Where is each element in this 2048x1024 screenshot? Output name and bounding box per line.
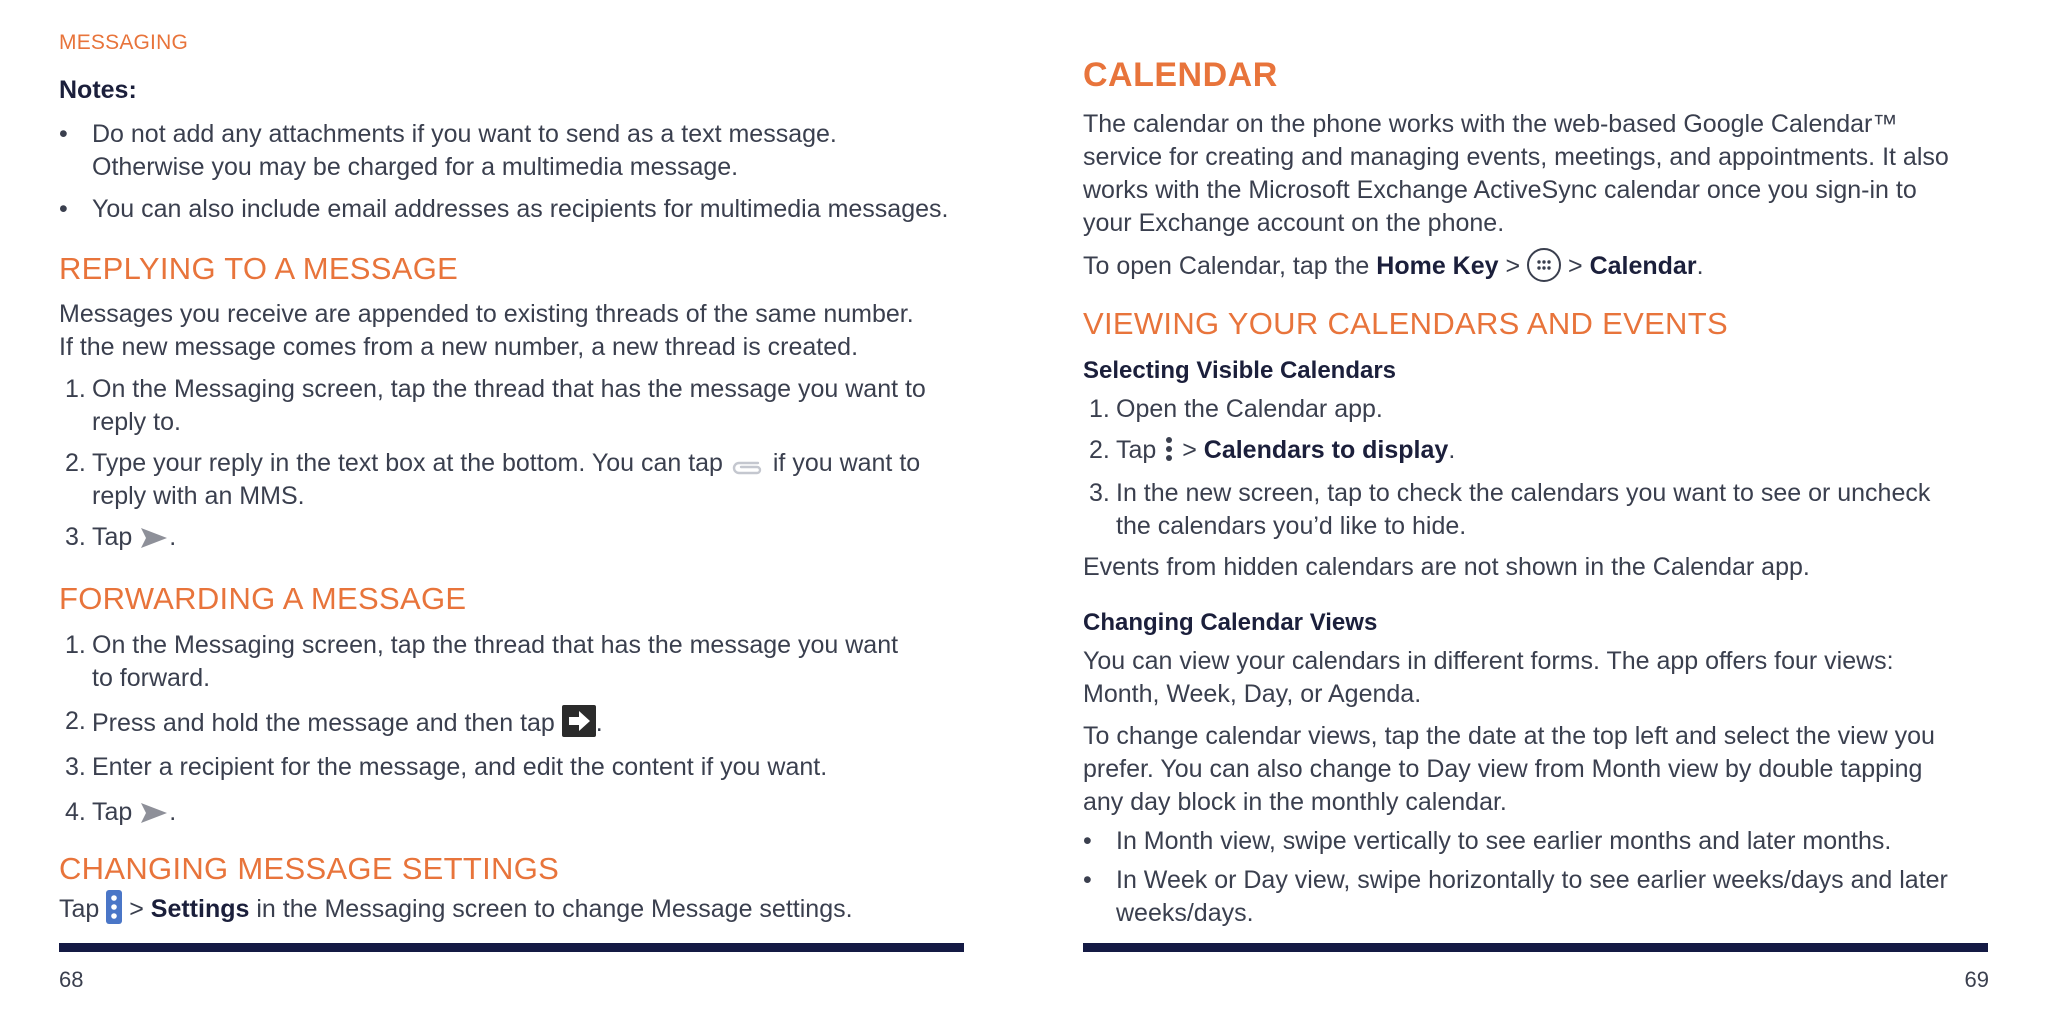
note-line: Do not add any attachments if you want to send as a text message. [92,120,837,148]
apps-icon [1527,248,1561,282]
step-number: 4. [65,798,86,826]
right-page [1083,0,1989,1024]
step-number: 3. [1089,479,1110,507]
intro-line: Messages you receive are appended to existing threads of the same number. [59,300,914,328]
step-number: 1. [1089,395,1110,423]
step-line: to forward. [92,664,211,692]
paragraph-line: Month, Week, Day, or Agenda. [1083,680,1422,708]
section-heading-viewing: VIEWING YOUR CALENDARS AND EVENTS [1083,306,1728,341]
step-line: On the Messaging screen, tap the thread that has the message you want to [92,375,926,403]
bullet: • [1083,866,1092,894]
send-icon [139,801,169,825]
step-number: 2. [65,449,86,477]
paragraph-line: You can view your calendars in different forms. The app offers four views: [1083,647,1894,675]
intro-line: If the new message comes from a new number, a new thread is created. [59,333,859,361]
change-views-paragraph [1083,720,1988,819]
step-text: . [169,523,177,551]
subheading-changing: Changing Calendar Views [1083,609,1378,636]
instruction-text: > [1568,252,1583,280]
step-text: Press and hold the message and then tap [92,709,555,737]
paragraph-line: any day block in the monthly calendar. [1083,788,1507,816]
step-line: In the new screen, tap to check the calendars you want to see or uncheck [1116,479,1931,507]
instruction-text: To open Calendar, tap the [1083,252,1370,280]
page-rule [59,943,964,952]
paragraph-line: To change calendar views, tap the date at the top left and select the view you [1083,722,1935,750]
bullet: • [59,195,68,223]
replying-intro [59,298,964,364]
bullet-line: weeks/days. [1116,899,1254,927]
left-page [59,0,964,1024]
running-head: MESSAGING [59,31,188,54]
intro-line: your Exchange account on the phone. [1083,209,1505,237]
note-line: You can also include email addresses as recipients for multimedia messages. [92,195,949,223]
bullet: • [59,120,68,148]
paragraph-line: prefer. You can also change to Day view from Month view by double tapping [1083,755,1923,783]
note-line: Otherwise you may be charged for a multimedia message. [92,153,739,181]
step-text: > [1182,436,1197,464]
instruction-text: > [129,895,144,923]
step-line: reply to. [92,408,181,436]
step-text: Type your reply in the text box at the bottom. You can tap [92,449,723,477]
step-line: On the Messaging screen, tap the thread that has the message you want [92,631,899,659]
step-number: 2. [65,707,86,735]
settings-instruction [59,890,964,926]
bullet-text: In Month view, swipe vertically to see earlier months and later months. [1116,827,1892,855]
open-calendar-instruction [1083,248,1988,283]
calendars-to-display-term: Calendars to display [1203,436,1449,464]
step-line: the calendars you’d like to hide. [1116,512,1467,540]
hidden-calendars-note: Events from hidden calendars are not shown in the Calendar app. [1083,553,1810,581]
instruction-text: . [1696,252,1704,280]
instruction-text: > [1505,252,1521,280]
instruction-text: Tap [59,895,100,923]
step-number: 3. [65,523,86,551]
step-number: 3. [65,753,86,781]
subheading-selecting: Selecting Visible Calendars [1083,357,1397,384]
step-number: 1. [65,631,86,659]
bullet-line: In Week or Day view, swipe horizontally to see earlier weeks/days and later [1116,866,1948,894]
step-number: 2. [1089,436,1110,464]
section-heading-settings: CHANGING MESSAGE SETTINGS [59,851,560,886]
section-heading-forwarding: FORWARDING A MESSAGE [59,581,467,616]
step-text: Tap [1116,436,1157,464]
step-number: 1. [65,375,86,403]
calendar-intro [1083,108,1988,240]
page-number: 69 [1964,967,1989,992]
send-icon [139,526,169,550]
page-title: CALENDAR [1083,56,1278,94]
calendar-term: Calendar [1589,252,1697,280]
bullet: • [1083,827,1092,855]
notes-title: Notes: [59,76,137,104]
paperclip-icon [730,454,766,474]
step-text: Enter a recipient for the message, and edit the content if you want. [92,753,828,781]
step-text: . [1448,436,1456,464]
step-text: if you want to [772,449,921,477]
forward-icon [562,705,596,737]
page-number: 68 [59,967,84,992]
views-paragraph [1083,645,1988,711]
intro-line: The calendar on the phone works with the web-based Google Calendar™ [1083,110,1898,138]
step-text: Open the Calendar app. [1116,395,1383,423]
step-text: Tap [92,523,133,551]
step-text: . [595,709,603,737]
step-text: . [169,798,177,826]
section-heading-replying: REPLYING TO A MESSAGE [59,251,459,286]
intro-line: works with the Microsoft Exchange ActiveSync calendar once you sign-in to [1083,176,1917,204]
step-line: reply with an MMS. [92,482,305,510]
menu-icon [1163,434,1175,464]
intro-line: service for creating and managing events, meetings, and appointments. It also [1083,143,1949,171]
settings-term: Settings [150,895,250,923]
menu-icon [106,890,122,924]
home-key-term: Home Key [1376,252,1499,280]
page-rule [1083,943,1988,952]
instruction-text: in the Messaging screen to change Message settings. [256,895,853,923]
step-text: Tap [92,798,133,826]
